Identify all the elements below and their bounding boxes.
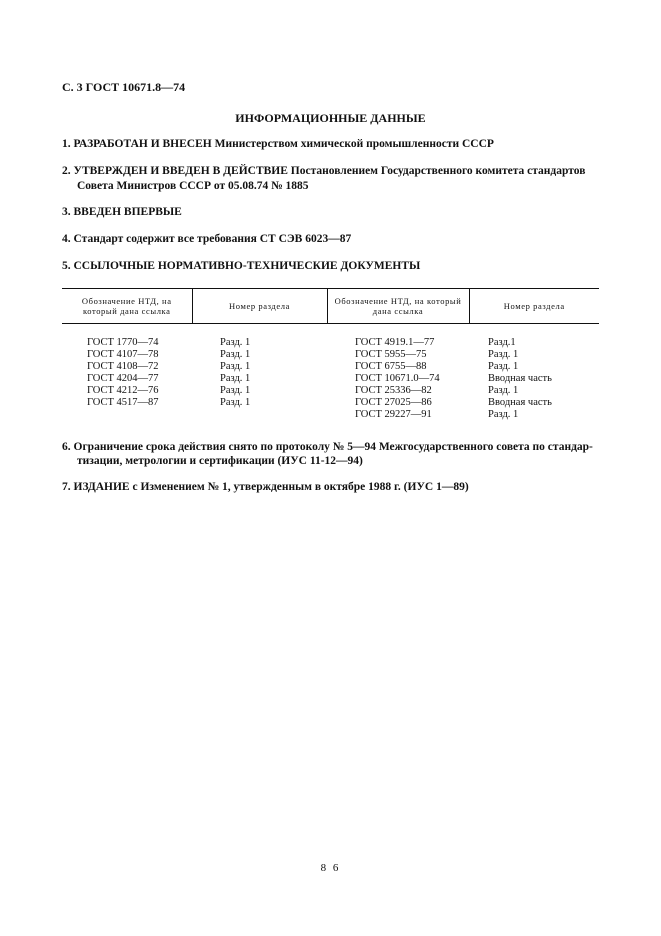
item-number: 5. — [62, 260, 71, 272]
header-section-number-right: Номер раздела — [469, 289, 599, 324]
left-sections-cell — [192, 324, 327, 422]
doc-ref: ГОСТ 25336—82 — [355, 385, 432, 396]
right-docs-cell — [327, 324, 469, 422]
section-ref: Разд. 1 — [488, 361, 519, 372]
doc-ref: ГОСТ 27025—86 — [355, 397, 432, 408]
section-ref: Разд. 1 — [488, 409, 519, 420]
info-item-6 — [62, 441, 593, 453]
item-text: РАЗРАБОТАН И ВНЕСЕН Министерством химической промышленности СССР — [73, 138, 494, 150]
section-ref: Разд. 1 — [220, 361, 251, 372]
section-title: ИНФОРМАЦИОННЫЕ ДАННЫЕ — [235, 111, 426, 125]
item-number: 1. — [62, 138, 71, 150]
right-sections-cell — [469, 324, 599, 422]
item-text: ССЫЛОЧНЫЕ НОРМАТИВНО-ТЕХНИЧЕСКИЕ ДОКУМЕНТЫ — [73, 260, 421, 272]
info-item-5 — [62, 260, 420, 272]
doc-ref: ГОСТ 4919.1—77 — [355, 337, 435, 348]
page-number: 8 6 — [320, 862, 341, 874]
doc-ref: ГОСТ 4517—87 — [87, 397, 159, 408]
info-item-7 — [62, 481, 469, 493]
table-header-row — [62, 289, 599, 324]
section-ref: Разд. 1 — [220, 385, 251, 396]
item-number: 4. — [62, 233, 71, 245]
section-ref: Разд.1 — [488, 337, 516, 348]
info-item-3 — [62, 206, 182, 218]
doc-ref: ГОСТ 29227—91 — [355, 409, 432, 420]
section-ref: Вводная часть — [488, 373, 552, 384]
header-ntd-designation-left: Обозначение НТД, на который дана ссылка — [62, 289, 192, 324]
header-section-number-left: Номер раздела — [192, 289, 327, 324]
doc-ref: ГОСТ 4204—77 — [87, 373, 159, 384]
section-ref: Разд. 1 — [488, 385, 519, 396]
left-docs-cell — [62, 324, 192, 422]
info-item-2-continuation: Совета Министров СССР от 05.08.74 № 1885 — [77, 180, 309, 192]
header-ntd-designation-right: Обозначение НТД, на который дана ссылка — [327, 289, 469, 324]
doc-ref: ГОСТ 4212—76 — [87, 385, 159, 396]
item-text: УТВЕРЖДЕН И ВВЕДЕН В ДЕЙСТВИЕ Постановлением Государственного комитета стандартов — [73, 165, 586, 177]
item-text: Ограничение срока действия снято по протоколу № 5—94 Межгосударственного совета по стандар- — [73, 441, 593, 453]
doc-ref: ГОСТ 10671.0—74 — [355, 373, 440, 384]
info-item-2 — [62, 165, 585, 177]
doc-ref: ГОСТ 6755—88 — [355, 361, 427, 372]
item-number: 2. — [62, 165, 71, 177]
section-ref: Разд. 1 — [488, 349, 519, 360]
section-ref: Вводная часть — [488, 397, 552, 408]
doc-ref: ГОСТ 4107—78 — [87, 349, 159, 360]
section-ref: Разд. 1 — [220, 337, 251, 348]
section-ref: Разд. 1 — [220, 397, 251, 408]
info-item-1 — [62, 138, 494, 150]
doc-ref: ГОСТ 5955—75 — [355, 349, 427, 360]
item-text: ВВЕДЕН ВПЕРВЫЕ — [73, 206, 182, 218]
item-number: 3. — [62, 206, 71, 218]
item-number: 7. — [62, 481, 71, 493]
doc-ref: ГОСТ 4108—72 — [87, 361, 159, 372]
item-number: 6. — [62, 441, 71, 453]
table-row — [62, 324, 599, 422]
item-text: ИЗДАНИЕ с Изменением № 1, утвержденным в октябре 1988 г. (ИУС 1—89) — [73, 481, 469, 493]
reference-documents-table — [62, 288, 599, 421]
section-ref: Разд. 1 — [220, 349, 251, 360]
info-item-6-continuation: тизации, метрологии и сертификации (ИУС 11-12—94) — [77, 455, 363, 467]
doc-ref: ГОСТ 1770—74 — [87, 337, 159, 348]
info-item-4 — [62, 233, 351, 245]
section-ref: Разд. 1 — [220, 373, 251, 384]
item-text: Стандарт содержит все требования СТ СЭВ 6023—87 — [73, 233, 352, 245]
page-header: С. 3 ГОСТ 10671.8—74 — [62, 80, 186, 94]
